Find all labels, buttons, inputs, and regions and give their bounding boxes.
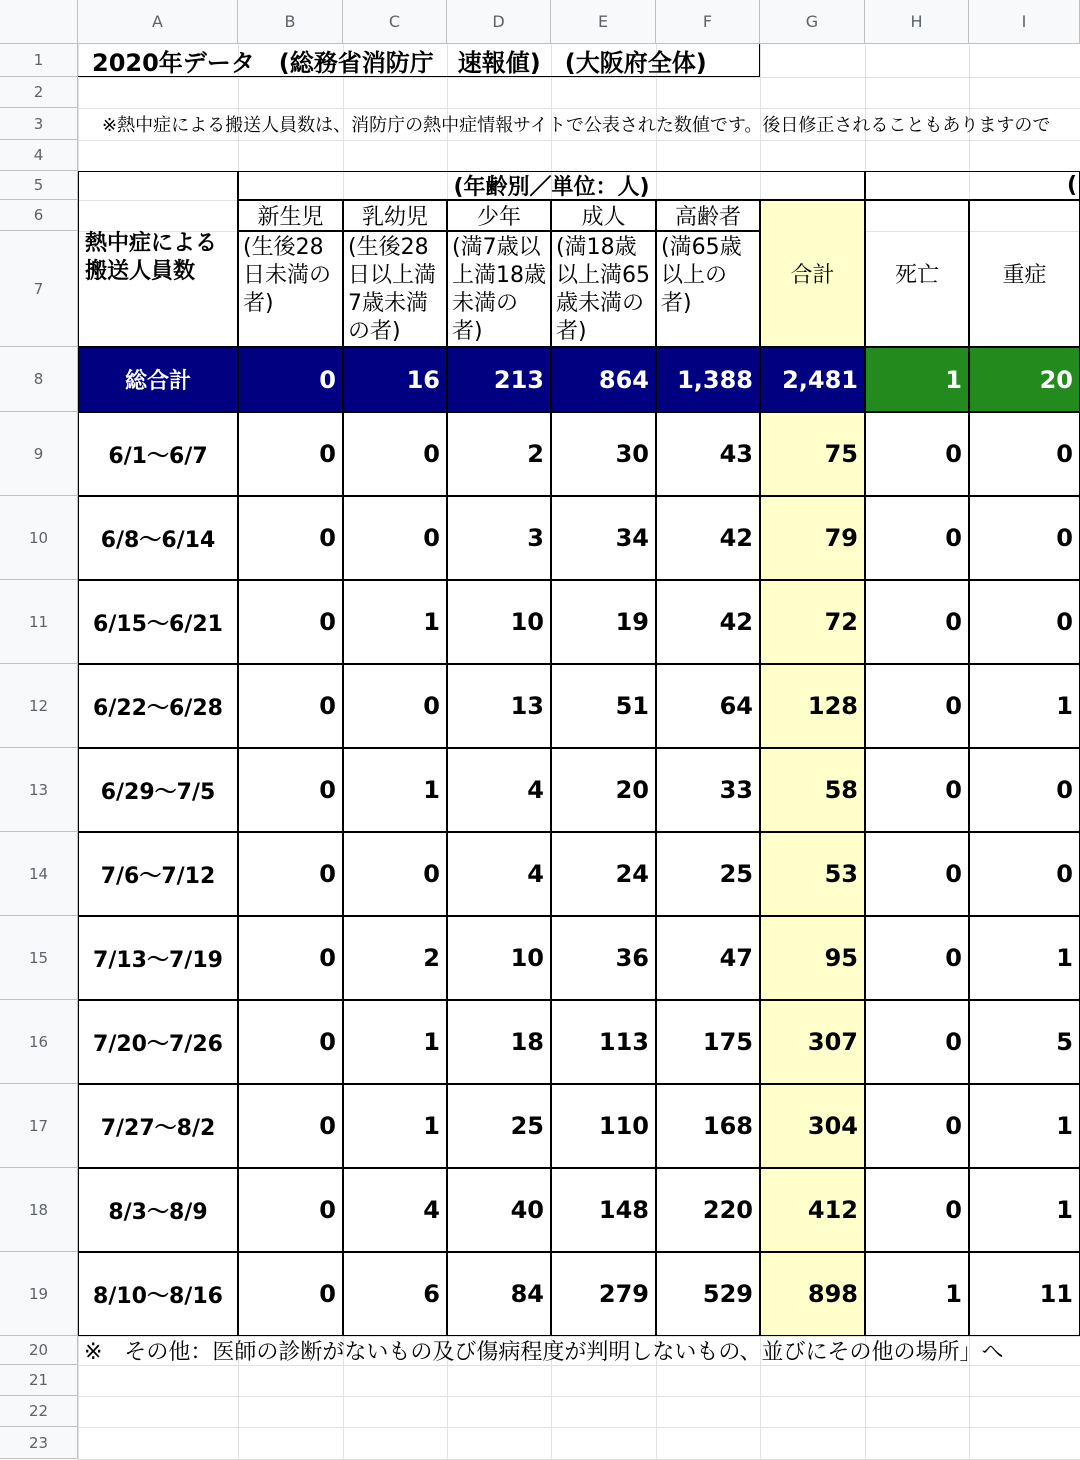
header-category-desc[interactable]: (満65歳以上の者): [656, 231, 760, 347]
data-value[interactable]: 20: [551, 748, 656, 832]
data-value[interactable]: 95: [760, 916, 865, 1000]
data-value[interactable]: 72: [760, 580, 865, 664]
data-value[interactable]: 898: [760, 1252, 865, 1336]
gridline-horizontal: [78, 1427, 1080, 1428]
data-value[interactable]: 0: [238, 496, 343, 580]
header-row-label[interactable]: 熱中症による搬送人員数: [78, 171, 238, 347]
data-value[interactable]: 0: [238, 748, 343, 832]
data-value[interactable]: 0: [238, 832, 343, 916]
data-value[interactable]: 0: [238, 1084, 343, 1168]
data-value[interactable]: 0: [238, 916, 343, 1000]
data-value[interactable]: 34: [551, 496, 656, 580]
data-value[interactable]: 0: [969, 580, 1080, 664]
data-value[interactable]: 42: [656, 496, 760, 580]
header-category-name[interactable]: 少年: [447, 200, 551, 231]
column-header-F[interactable]: F: [656, 0, 760, 44]
column-header-H[interactable]: H: [865, 0, 969, 44]
period-cell[interactable]: 7/20〜7/26: [78, 1000, 238, 1084]
period-cell[interactable]: 6/8〜6/14: [78, 496, 238, 580]
sheet-title[interactable]: 2020年データ (総務省消防庁 速報値) (大阪府全体): [78, 44, 760, 77]
data-value[interactable]: 529: [656, 1252, 760, 1336]
data-value[interactable]: 10: [447, 916, 551, 1000]
header-category-name[interactable]: 乳幼児: [343, 200, 447, 231]
data-value[interactable]: 42: [656, 580, 760, 664]
summary-label[interactable]: 総合計: [78, 347, 238, 412]
header-severe[interactable]: 重症: [969, 200, 1080, 347]
row-header-1[interactable]: 1: [0, 44, 78, 77]
data-value[interactable]: 84: [447, 1252, 551, 1336]
data-value[interactable]: 0: [969, 748, 1080, 832]
data-value[interactable]: 1: [969, 1168, 1080, 1252]
column-header-E[interactable]: E: [551, 0, 656, 44]
row-header-19[interactable]: 19: [0, 1252, 78, 1336]
header-category-name[interactable]: 成人: [551, 200, 656, 231]
data-value[interactable]: 2: [343, 916, 447, 1000]
data-value[interactable]: 1: [343, 580, 447, 664]
row-header-18[interactable]: 18: [0, 1168, 78, 1252]
data-value[interactable]: 0: [343, 496, 447, 580]
data-value[interactable]: 175: [656, 1000, 760, 1084]
summary-value[interactable]: 1: [865, 347, 969, 412]
period-cell[interactable]: 7/27〜8/2: [78, 1084, 238, 1168]
data-value[interactable]: 0: [865, 664, 969, 748]
column-header-B[interactable]: B: [238, 0, 343, 44]
row-header-7[interactable]: 7: [0, 231, 78, 347]
row-header-5[interactable]: 5: [0, 171, 78, 200]
period-cell[interactable]: 6/1〜6/7: [78, 412, 238, 496]
data-value[interactable]: 4: [447, 748, 551, 832]
data-value[interactable]: 113: [551, 1000, 656, 1084]
column-header-A[interactable]: A: [78, 0, 238, 44]
summary-value[interactable]: 0: [238, 347, 343, 412]
data-value[interactable]: 75: [760, 412, 865, 496]
data-value[interactable]: 40: [447, 1168, 551, 1252]
row-header-12[interactable]: 12: [0, 664, 78, 748]
data-value[interactable]: 10: [447, 580, 551, 664]
data-value[interactable]: 0: [865, 916, 969, 1000]
data-value[interactable]: 24: [551, 832, 656, 916]
data-value[interactable]: 168: [656, 1084, 760, 1168]
data-value[interactable]: 110: [551, 1084, 656, 1168]
summary-value[interactable]: 2,481: [760, 347, 865, 412]
row-header-16[interactable]: 16: [0, 1000, 78, 1084]
data-value[interactable]: 0: [238, 1168, 343, 1252]
select-all-corner[interactable]: [0, 0, 78, 44]
data-value[interactable]: 148: [551, 1168, 656, 1252]
summary-value[interactable]: 16: [343, 347, 447, 412]
data-value[interactable]: 0: [865, 1168, 969, 1252]
data-value[interactable]: 43: [656, 412, 760, 496]
data-value[interactable]: 0: [238, 664, 343, 748]
data-value[interactable]: 1: [969, 664, 1080, 748]
row-header-4[interactable]: 4: [0, 140, 78, 171]
data-value[interactable]: 0: [865, 580, 969, 664]
data-value[interactable]: 25: [447, 1084, 551, 1168]
header-category-name[interactable]: 高齢者: [656, 200, 760, 231]
header-age-group[interactable]: (年齢別／単位：人): [238, 171, 865, 200]
period-cell[interactable]: 8/3〜8/9: [78, 1168, 238, 1252]
data-value[interactable]: 19: [551, 580, 656, 664]
data-value[interactable]: 279: [551, 1252, 656, 1336]
gridline-horizontal: [78, 1396, 1080, 1397]
column-header-D[interactable]: D: [447, 0, 551, 44]
data-value[interactable]: 0: [865, 496, 969, 580]
data-value[interactable]: 6: [343, 1252, 447, 1336]
data-value[interactable]: 0: [865, 748, 969, 832]
row-header-2[interactable]: 2: [0, 77, 78, 108]
row-header-17[interactable]: 17: [0, 1084, 78, 1168]
summary-value[interactable]: 213: [447, 347, 551, 412]
data-value[interactable]: 304: [760, 1084, 865, 1168]
data-value[interactable]: 0: [969, 496, 1080, 580]
column-header-I[interactable]: I: [969, 0, 1080, 44]
data-value[interactable]: 0: [238, 412, 343, 496]
period-cell[interactable]: 6/29〜7/5: [78, 748, 238, 832]
data-value[interactable]: 0: [865, 1000, 969, 1084]
data-value[interactable]: 18: [447, 1000, 551, 1084]
row-header-8[interactable]: 8: [0, 347, 78, 412]
data-value[interactable]: 3: [447, 496, 551, 580]
data-value[interactable]: 128: [760, 664, 865, 748]
data-value[interactable]: 1: [969, 916, 1080, 1000]
data-value[interactable]: 36: [551, 916, 656, 1000]
data-value[interactable]: 0: [865, 412, 969, 496]
period-cell[interactable]: 7/13〜7/19: [78, 916, 238, 1000]
gridline-horizontal: [78, 140, 1080, 141]
period-cell[interactable]: 7/6〜7/12: [78, 832, 238, 916]
header-category-desc[interactable]: (満7歳以上満18歳未満の者): [447, 231, 551, 347]
period-cell[interactable]: 6/15〜6/21: [78, 580, 238, 664]
row-header-14[interactable]: 14: [0, 832, 78, 916]
data-value[interactable]: 412: [760, 1168, 865, 1252]
summary-value[interactable]: 864: [551, 347, 656, 412]
data-value[interactable]: 2: [447, 412, 551, 496]
header-category-desc[interactable]: (生後28日未満の者): [238, 231, 343, 347]
row-header-13[interactable]: 13: [0, 748, 78, 832]
data-value[interactable]: 51: [551, 664, 656, 748]
header-total[interactable]: 合計: [760, 200, 865, 347]
row-header-9[interactable]: 9: [0, 412, 78, 496]
data-value[interactable]: 25: [656, 832, 760, 916]
row-header-21[interactable]: 21: [0, 1365, 78, 1396]
data-value[interactable]: 0: [969, 832, 1080, 916]
data-value[interactable]: 0: [343, 412, 447, 496]
data-value[interactable]: 220: [656, 1168, 760, 1252]
header-right-group[interactable]: (: [865, 171, 1080, 200]
note-row-3[interactable]: ※熱中症による搬送人員数は、消防庁の熱中症情報サイトで公表された数値です。後日修正されることもありますので: [102, 115, 1051, 136]
data-value[interactable]: 307: [760, 1000, 865, 1084]
data-value[interactable]: 0: [238, 1252, 343, 1336]
row-header-23[interactable]: 23: [0, 1427, 78, 1459]
data-value[interactable]: 33: [656, 748, 760, 832]
column-header-C[interactable]: C: [343, 0, 447, 44]
row-header-6[interactable]: 6: [0, 200, 78, 231]
header-category-desc[interactable]: (満18歳以上満65歳未満の者): [551, 231, 656, 347]
data-value[interactable]: 1: [343, 748, 447, 832]
data-value[interactable]: 47: [656, 916, 760, 1000]
data-value[interactable]: 1: [865, 1252, 969, 1336]
data-value[interactable]: 58: [760, 748, 865, 832]
data-value[interactable]: 4: [343, 1168, 447, 1252]
row-header-22[interactable]: 22: [0, 1396, 78, 1427]
data-value[interactable]: 53: [760, 832, 865, 916]
gridline-horizontal: [78, 1365, 1080, 1366]
data-value[interactable]: 4: [447, 832, 551, 916]
summary-value[interactable]: 20: [969, 347, 1080, 412]
row-header-3[interactable]: 3: [0, 108, 78, 140]
data-value[interactable]: 0: [969, 412, 1080, 496]
note-row-20[interactable]: ※ その他：医師の診断がないもの及び傷病程度が判明しないもの、並びにその他の場所」へ: [84, 1340, 1004, 1365]
data-value[interactable]: 64: [656, 664, 760, 748]
data-value[interactable]: 1: [969, 1084, 1080, 1168]
period-cell[interactable]: 8/10〜8/16: [78, 1252, 238, 1336]
data-value[interactable]: 1: [343, 1084, 447, 1168]
row-header-11[interactable]: 11: [0, 580, 78, 664]
summary-value[interactable]: 1,388: [656, 347, 760, 412]
data-value[interactable]: 0: [238, 580, 343, 664]
data-value[interactable]: 0: [343, 832, 447, 916]
row-header-10[interactable]: 10: [0, 496, 78, 580]
data-value[interactable]: 13: [447, 664, 551, 748]
data-value[interactable]: 0: [865, 832, 969, 916]
data-value[interactable]: 0: [865, 1084, 969, 1168]
data-value[interactable]: 5: [969, 1000, 1080, 1084]
data-value[interactable]: 0: [238, 1000, 343, 1084]
column-header-G[interactable]: G: [760, 0, 865, 44]
header-category-name[interactable]: 新生児: [238, 200, 343, 231]
header-death[interactable]: 死亡: [865, 200, 969, 347]
data-value[interactable]: 30: [551, 412, 656, 496]
data-value[interactable]: 79: [760, 496, 865, 580]
data-value[interactable]: 11: [969, 1252, 1080, 1336]
data-value[interactable]: 0: [343, 664, 447, 748]
period-cell[interactable]: 6/22〜6/28: [78, 664, 238, 748]
row-header-15[interactable]: 15: [0, 916, 78, 1000]
row-header-20[interactable]: 20: [0, 1336, 78, 1365]
header-category-desc[interactable]: (生後28日以上満7歳未満の者): [343, 231, 447, 347]
data-value[interactable]: 1: [343, 1000, 447, 1084]
